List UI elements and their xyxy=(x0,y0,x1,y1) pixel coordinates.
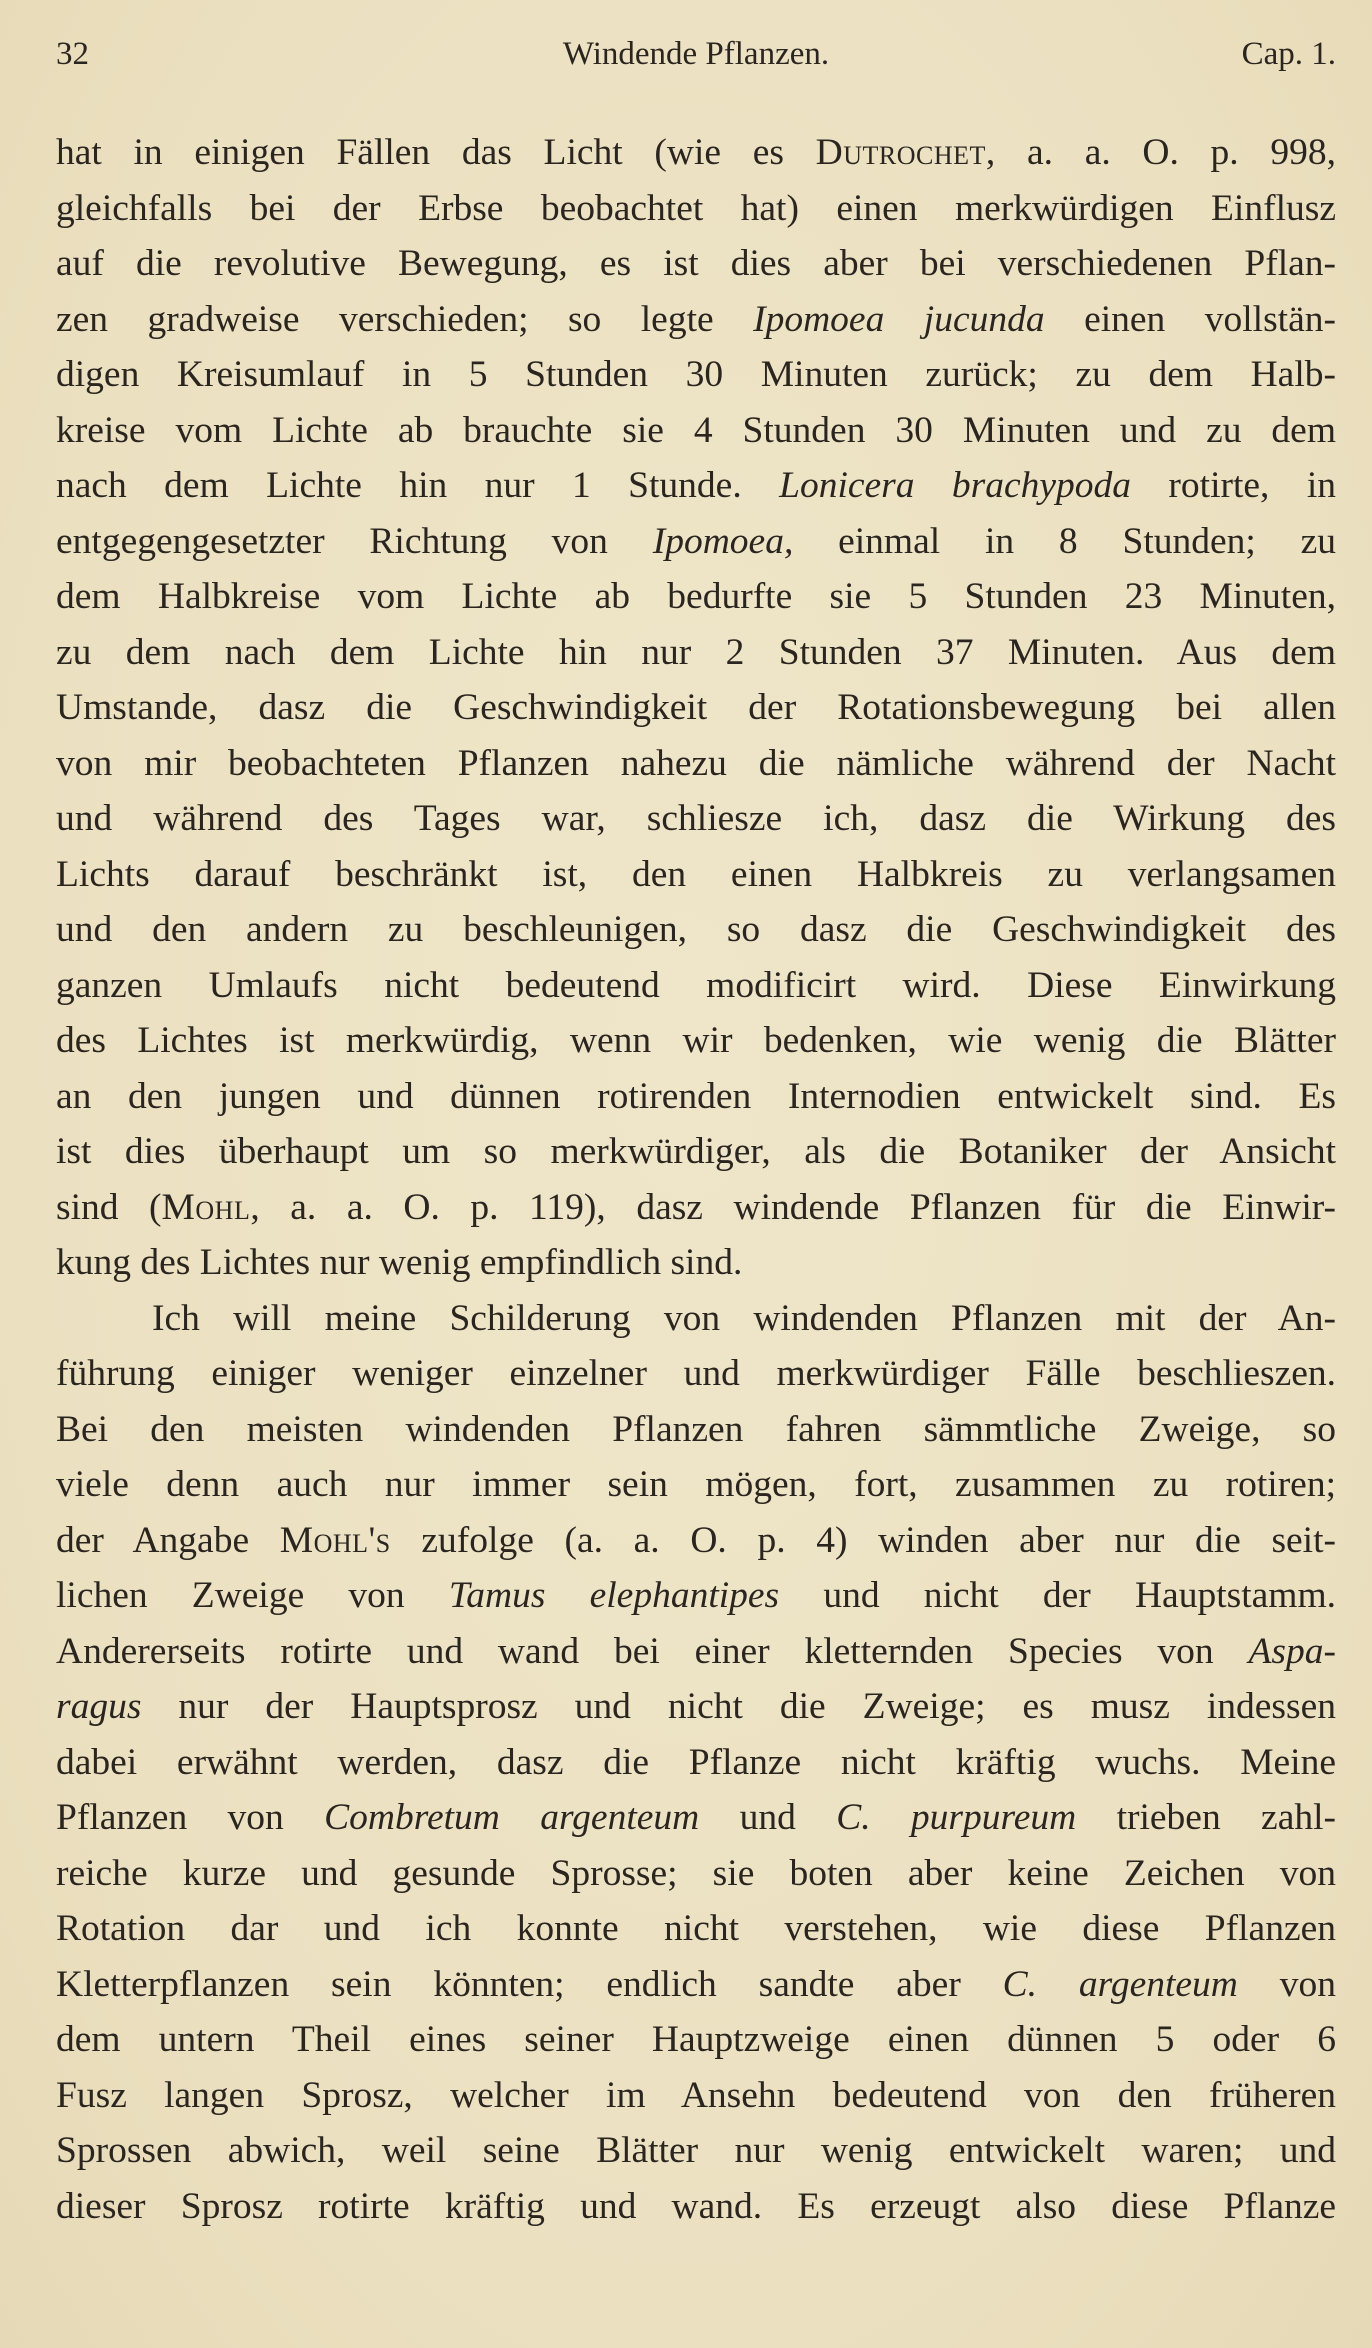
text-line xyxy=(56,2123,1336,2179)
italic-text: Lonicera brachypoda xyxy=(779,465,1132,506)
text-run: nur der Hauptsprosz und nicht die Zweige; es musz indessen xyxy=(141,1686,1336,1727)
text-run: Sprossen abwich, weil seine Blätter nur wenig entwickelt waren; und xyxy=(56,2130,1336,2171)
text-line xyxy=(56,2179,1336,2235)
text-run: hat in einigen Fällen das Licht (wie es xyxy=(56,132,816,173)
text-run: Bei den meisten windenden Pflanzen fahren sämmtliche Zweige, so xyxy=(56,1408,1336,1450)
small-caps-name: Dutrochet xyxy=(815,132,986,173)
text-run: gleichfalls bei der Erbse beobachtet hat) einen merkwürdigen Einflusz xyxy=(56,187,1336,229)
small-caps-name: Mohl's xyxy=(279,1519,391,1561)
text-line xyxy=(56,736,1336,792)
running-title: Windende Pflanzen. xyxy=(562,36,830,72)
running-header xyxy=(56,36,1336,86)
italic-text: C. argenteum xyxy=(1002,1963,1238,2005)
text-line xyxy=(56,1790,1336,1846)
text-run: an den jungen und dünnen rotirenden Internodien entwickelt sind. Es xyxy=(56,1075,1336,1117)
italic-text: Tamus elephantipes xyxy=(448,1575,780,1616)
text-line xyxy=(56,1624,1336,1680)
text-run: viele denn auch nur immer sein mögen, fort, zusammen zu rotiren; xyxy=(56,1464,1336,1505)
text-line xyxy=(56,902,1336,958)
text-line xyxy=(56,347,1336,403)
text-run: zen gradweise verschieden; so legte xyxy=(56,298,754,340)
text-line xyxy=(56,1568,1336,1624)
text-line xyxy=(56,1235,1336,1291)
text-run: führung einiger weniger einzelner und merkwürdiger Fälle beschlieszen. xyxy=(56,1353,1336,1394)
text-line xyxy=(56,847,1336,903)
text-line xyxy=(56,1679,1336,1735)
text-run: und nicht der Hauptstamm. xyxy=(779,1575,1336,1616)
text-line xyxy=(56,1457,1336,1513)
text-line xyxy=(56,1180,1336,1236)
text-run: Andererseits rotirte und wand bei einer kletternden Species von xyxy=(56,1630,1249,1672)
text-run: entgegengesetzter Richtung von xyxy=(56,520,653,562)
text-run: einen vollstän- xyxy=(1044,298,1336,340)
text-run: lichen Zweige von xyxy=(56,1575,449,1616)
text-run: der Angabe xyxy=(56,1519,280,1561)
text-line xyxy=(56,125,1336,181)
text-run: nach dem Lichte hin nur 1 Stunde. xyxy=(56,465,780,506)
text-line xyxy=(56,403,1336,459)
text-line xyxy=(56,1901,1336,1957)
text-line xyxy=(56,2012,1336,2068)
text-line xyxy=(56,1013,1336,1069)
text-run: Kletterpflanzen sein könnten; endlich sandte aber xyxy=(56,1963,1003,2005)
text-line xyxy=(56,791,1336,847)
text-run: ganzen Umlaufs nicht bedeutend modificirt wird. Diese Einwirkung xyxy=(56,964,1336,1006)
text-run: und den andern zu beschleunigen, so dasz die Geschwindigkeit des xyxy=(56,909,1336,950)
text-line xyxy=(56,292,1336,348)
text-line xyxy=(56,680,1336,736)
body-text xyxy=(56,125,1336,2234)
text-run: auf die revolutive Bewegung, es ist dies aber bei verschiedenen Pflan- xyxy=(56,243,1336,284)
text-line xyxy=(56,1291,1336,1347)
text-run: reiche kurze und gesunde Sprosse; sie boten aber keine Zeichen von xyxy=(56,1852,1336,1894)
text-line xyxy=(56,181,1336,237)
text-line xyxy=(56,569,1336,625)
text-line xyxy=(56,958,1336,1014)
italic-text: Ipomoea jucunda xyxy=(753,298,1045,340)
text-run: Rotation dar und ich konnte nicht verstehen, wie diese Pflanzen xyxy=(56,1908,1336,1949)
text-run: und während des Tages war, schliesze ich, dasz die Wirkung des xyxy=(56,798,1336,839)
text-run: , a. a. O. p. 119), dasz windende Pflanzen für die Einwir- xyxy=(250,1186,1336,1228)
text-run: zufolge (a. a. O. p. 4) winden aber nur die seit- xyxy=(390,1519,1337,1561)
text-line xyxy=(56,1846,1336,1902)
italic-text: Combretum argenteum xyxy=(324,1797,700,1838)
text-run: dem untern Theil eines seiner Hauptzweige einen dünnen 5 oder 6 xyxy=(56,2019,1336,2060)
text-run: Pflanzen von xyxy=(56,1797,325,1838)
text-line xyxy=(56,1124,1336,1180)
small-caps-name: Mohl xyxy=(161,1186,251,1228)
text-run: von mir beobachteten Pflanzen nahezu die nämliche während der Nacht xyxy=(56,742,1336,784)
text-run: sind ( xyxy=(56,1186,162,1228)
text-line xyxy=(56,236,1336,292)
text-run: kreise vom Lichte ab brauchte sie 4 Stunden 30 Minuten und zu dem xyxy=(56,409,1336,451)
text-run: Umstande, dasz die Geschwindigkeit der Rotationsbewegung bei allen xyxy=(56,687,1336,728)
italic-text: Aspa- xyxy=(1248,1630,1336,1672)
text-run: Fusz langen Sprosz, welcher im Ansehn bedeutend von den früheren xyxy=(56,2074,1336,2116)
text-run: Lichts darauf beschränkt ist, den einen Halbkreis zu verlangsamen xyxy=(56,853,1336,895)
text-line xyxy=(56,1957,1336,2013)
text-run: dabei erwähnt werden, dasz die Pflanze nicht kräftig wuchs. Meine xyxy=(56,1741,1336,1783)
text-line xyxy=(56,514,1336,570)
italic-text: ragus xyxy=(56,1686,142,1727)
text-line xyxy=(56,1346,1336,1402)
text-run: Ich will meine Schilderung von windenden Pflanzen mit der An- xyxy=(152,1297,1336,1339)
italic-text: Ipomoea, xyxy=(652,520,794,562)
text-run: digen Kreisumlauf in 5 Stunden 30 Minuten zurück; zu dem Halb- xyxy=(56,354,1336,395)
text-line xyxy=(56,458,1336,514)
text-run: trieben zahl- xyxy=(1076,1797,1336,1838)
text-run: und xyxy=(699,1797,837,1838)
page-number: 32 xyxy=(56,36,89,72)
text-run: von xyxy=(1237,1963,1336,2005)
text-run: ist dies überhaupt um so merkwürdiger, als die Botaniker der Ansicht xyxy=(56,1131,1336,1172)
text-line xyxy=(56,1069,1336,1125)
text-run: dieser Sprosz rotirte kräftig und wand. Es erzeugt also diese Pflanze xyxy=(56,2185,1336,2227)
text-line xyxy=(56,625,1336,681)
text-run: zu dem nach dem Lichte hin nur 2 Stunden 37 Minuten. Aus dem xyxy=(56,631,1336,673)
text-line xyxy=(56,2068,1336,2124)
text-line xyxy=(56,1735,1336,1791)
text-run: , a. a. O. p. 998, xyxy=(985,132,1336,173)
text-run: rotirte, in xyxy=(1131,465,1336,506)
text-run: kung des Lichtes nur wenig empfindlich sind. xyxy=(56,1242,743,1283)
text-line xyxy=(56,1402,1336,1458)
text-line xyxy=(56,1513,1336,1569)
italic-text: C. purpureum xyxy=(836,1797,1077,1838)
text-run: einmal in 8 Stunden; zu xyxy=(793,520,1336,562)
text-run: des Lichtes ist merkwürdig, wenn wir bedenken, wie wenig die Blätter xyxy=(56,1020,1336,1061)
text-run: dem Halbkreise vom Lichte ab bedurfte sie 5 Stunden 23 Minuten, xyxy=(56,576,1336,617)
chapter-label: Cap. 1. xyxy=(1241,36,1336,72)
